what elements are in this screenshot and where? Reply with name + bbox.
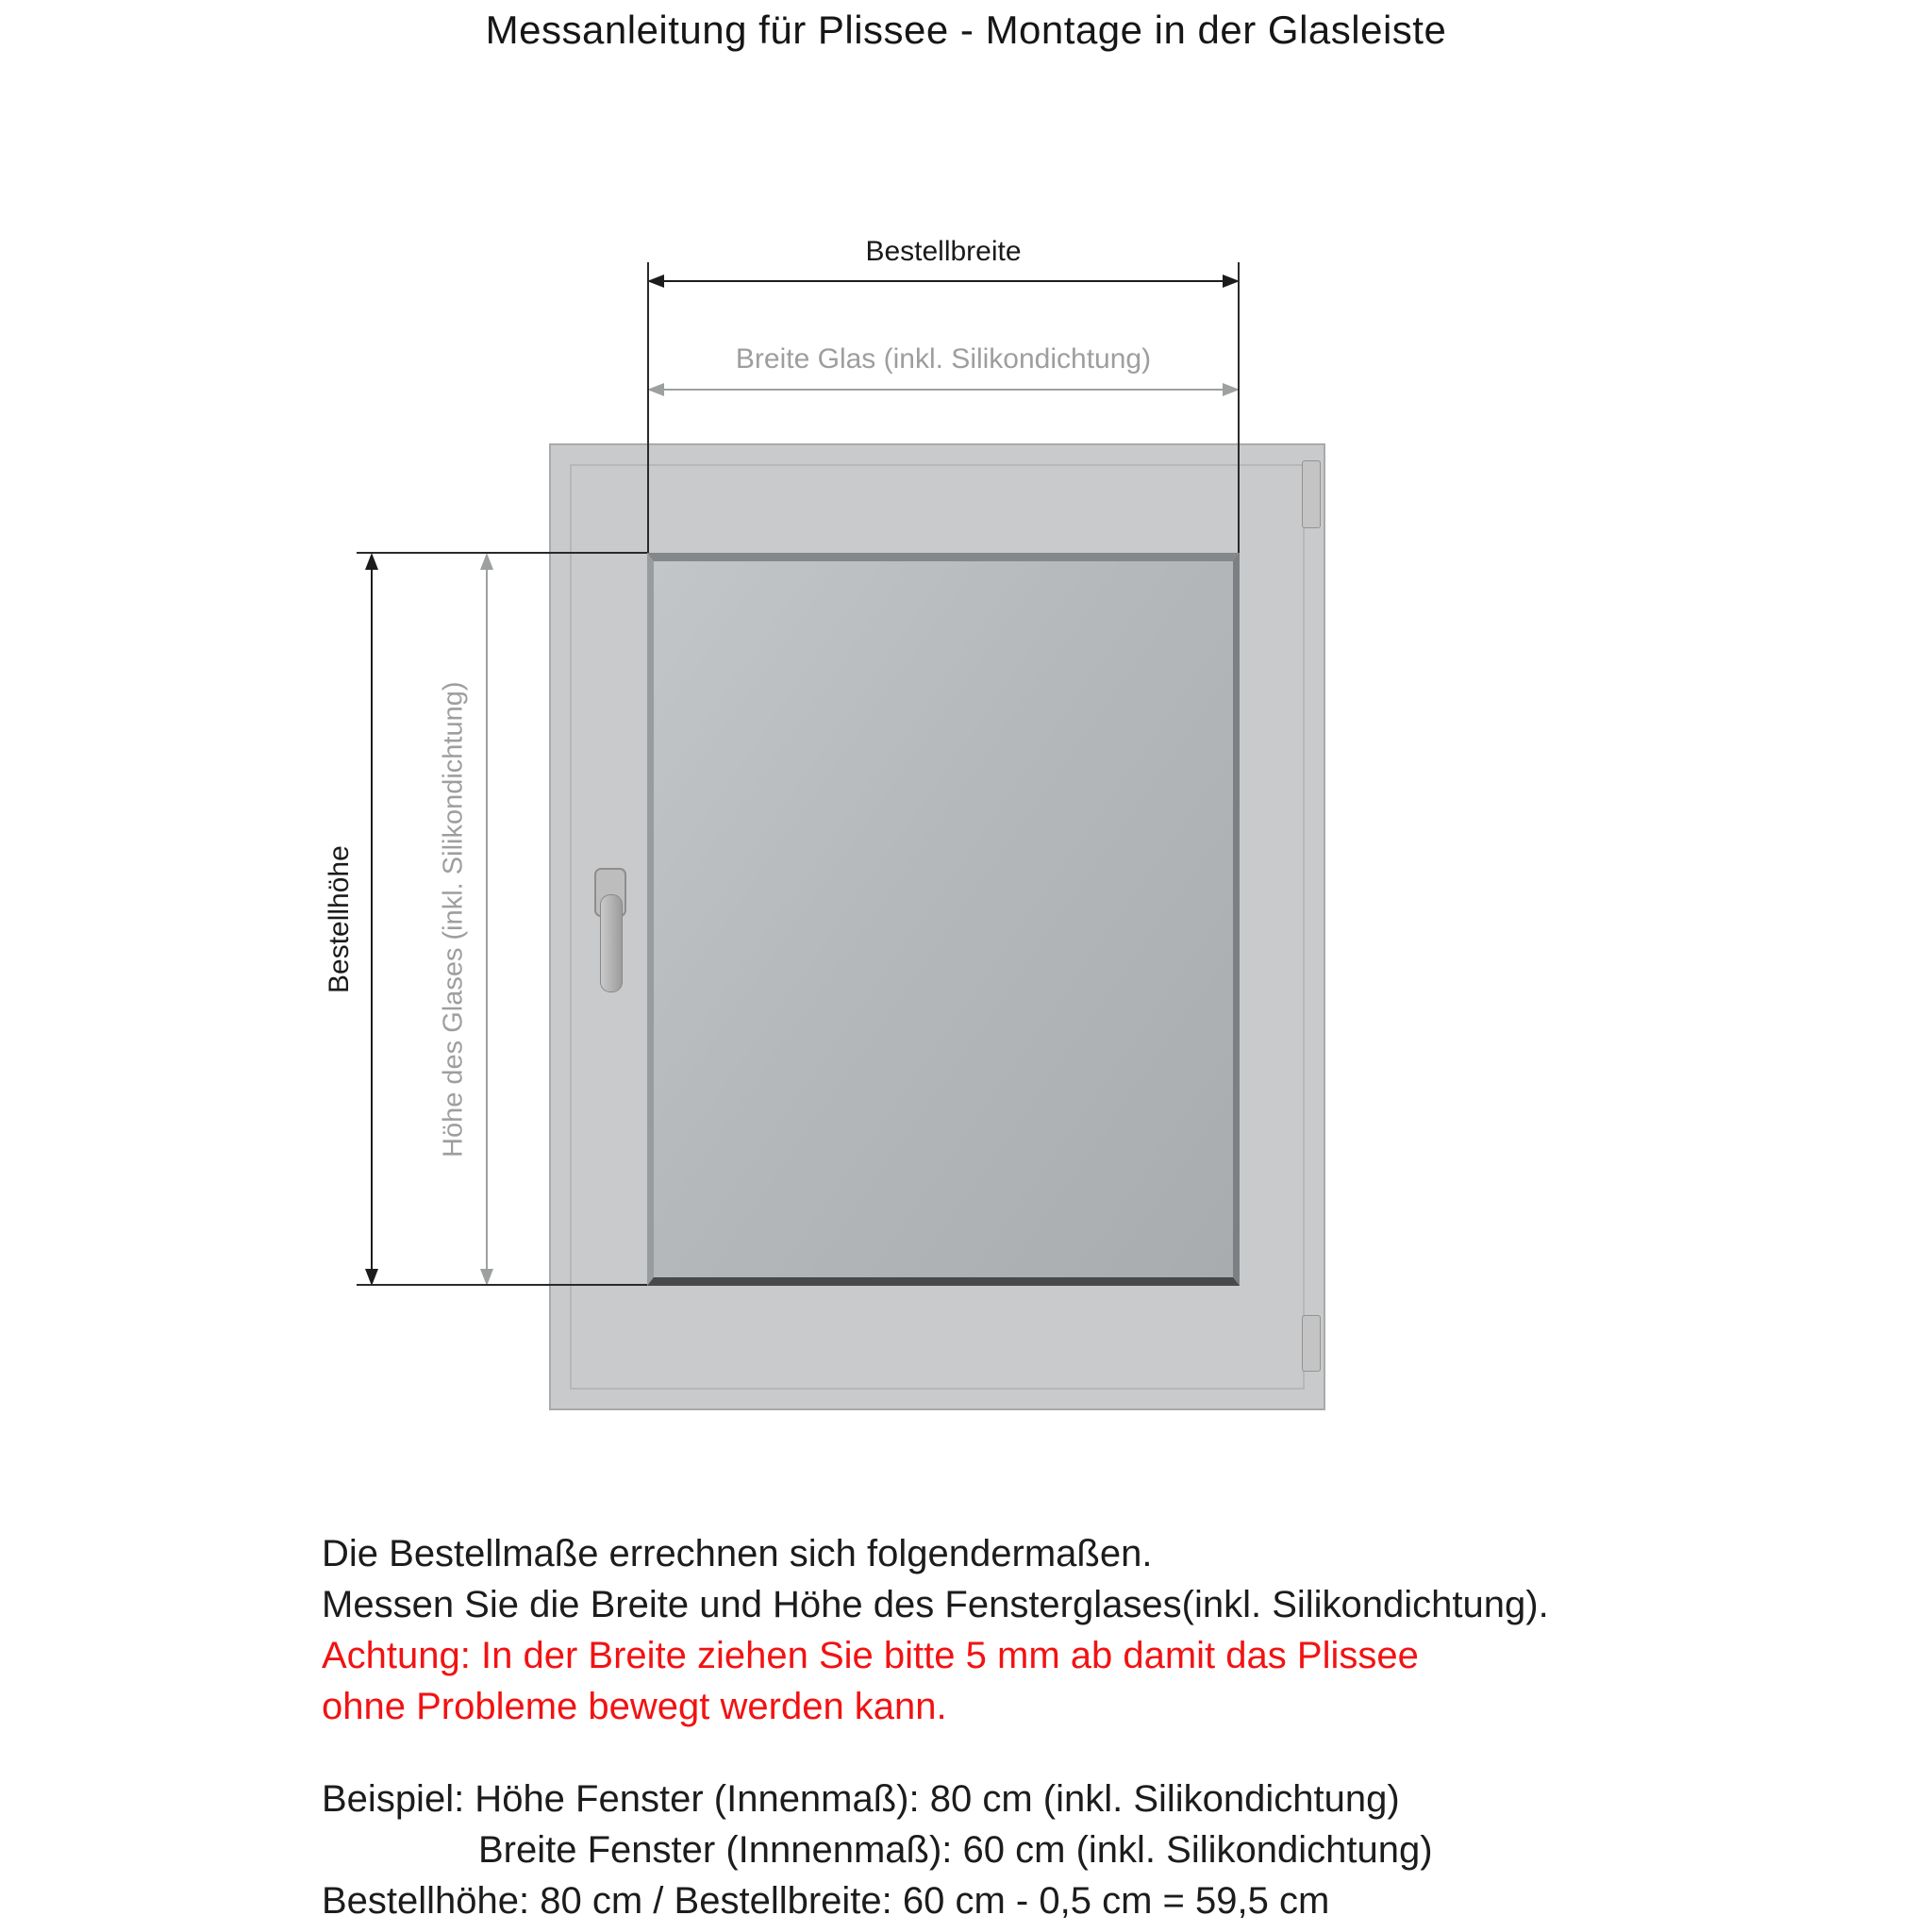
window-glass xyxy=(647,553,1240,1286)
glass-height-label: Höhe des Glases (inkl. Silikondichtung) xyxy=(438,681,469,1158)
glass-height-arrow xyxy=(477,553,496,1286)
glass-width-label: Breite Glas (inkl. Silikondichtung) xyxy=(735,343,1152,375)
hinge-bottom xyxy=(1302,1315,1321,1372)
order-height-label: Bestellhöhe xyxy=(324,845,355,993)
example-line-3: Bestellhöhe: 80 cm / Bestellbreite: 60 cm - 0,5 cm = 59,5 cm xyxy=(322,1880,1330,1922)
example-block xyxy=(322,1774,1793,1926)
order-width-label: Bestellbreite xyxy=(865,236,1022,267)
window-handle-grip xyxy=(600,894,623,992)
order-height-arrow xyxy=(362,553,381,1286)
order-width-arrow xyxy=(647,272,1240,291)
intro-line-1: Die Bestellmaße errechnen sich folgendermaßen. xyxy=(322,1533,1153,1574)
warning-line-1: Achtung: In der Breite ziehen Sie bitte 5 mm ab damit das Plissee xyxy=(322,1635,1419,1676)
intro-line-2: Messen Sie die Breite und Höhe des Fensterglases(inkl. Silikondichtung). xyxy=(322,1584,1549,1625)
warning-line-2: ohne Probleme bewegt werden kann. xyxy=(322,1686,947,1727)
page-title: Messanleitung für Plissee - Montage in der Glasleiste xyxy=(485,8,1447,52)
extension-line-top xyxy=(357,552,647,554)
extension-line-right xyxy=(1238,262,1240,553)
glass-width-arrow xyxy=(647,380,1240,399)
example-line-1: Beispiel: Höhe Fenster (Innenmaß): 80 cm (inkl. Silikondichtung) xyxy=(322,1778,1400,1820)
extension-line-left xyxy=(647,262,649,553)
instruction-text-block xyxy=(322,1528,1793,1926)
extension-line-bottom xyxy=(357,1284,647,1286)
hinge-top xyxy=(1302,460,1321,528)
example-line-2: Breite Fenster (Innnenmaß): 60 cm (inkl. Silikondichtung) xyxy=(478,1829,1433,1871)
